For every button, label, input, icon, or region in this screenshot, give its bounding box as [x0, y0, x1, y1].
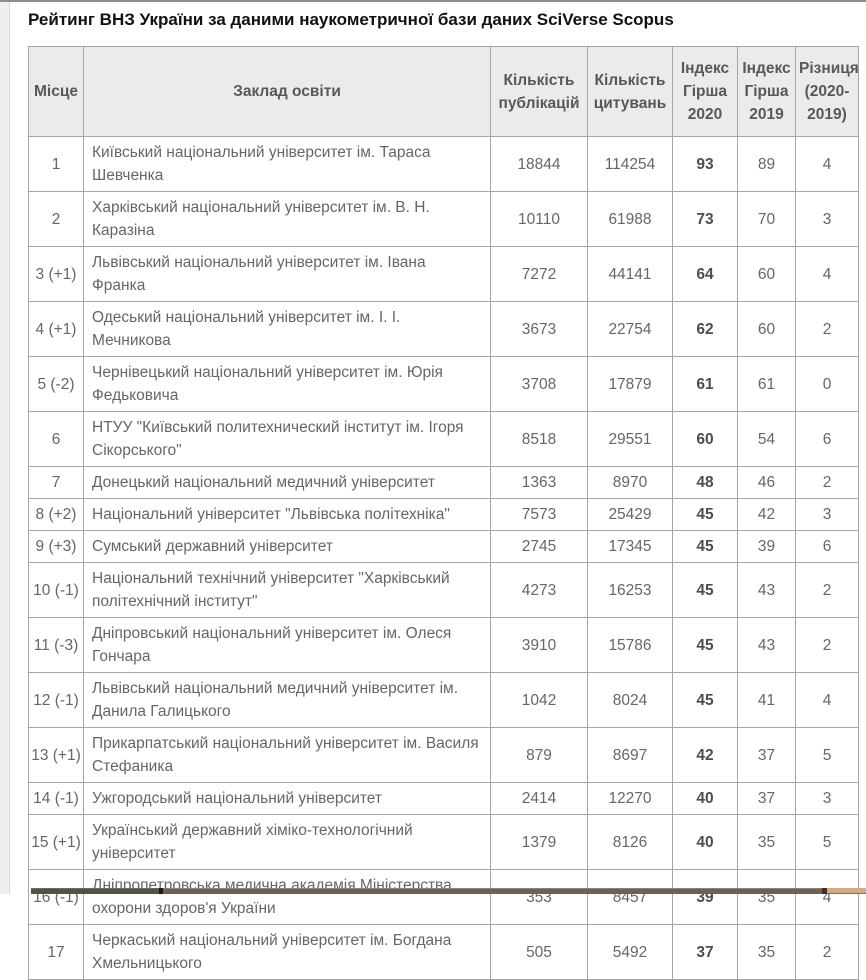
publications-cell: 1042	[491, 673, 588, 728]
hindex-2020-cell: 45	[673, 618, 738, 673]
citations-cell: 8024	[588, 673, 673, 728]
hindex-2020-cell: 40	[673, 815, 738, 870]
left-gutter-strip	[0, 2, 10, 894]
publications-cell: 8518	[491, 412, 588, 467]
institution-cell: НТУУ "Київський политехнический інститут ім. Ігоря Сікорського"	[84, 412, 491, 467]
table-row	[29, 815, 859, 870]
rank-cell: 9 (+3)	[29, 531, 84, 563]
publications-cell: 505	[491, 925, 588, 980]
publications-cell: 2414	[491, 783, 588, 815]
institution-cell: Дніпровський національний університет ім. Олеся Гончара	[84, 618, 491, 673]
rank-cell: 3 (+1)	[29, 247, 84, 302]
table-row	[29, 728, 859, 783]
column-header-difference: Різниця (2020-2019)	[796, 47, 859, 137]
table-body	[29, 137, 859, 980]
hindex-2019-cell: 37	[738, 728, 796, 783]
table-row	[29, 618, 859, 673]
difference-cell: 3	[796, 783, 859, 815]
hindex-2020-cell: 62	[673, 302, 738, 357]
hindex-2019-cell: 43	[738, 618, 796, 673]
citations-cell: 114254	[588, 137, 673, 192]
rank-cell: 2	[29, 192, 84, 247]
citations-cell: 17879	[588, 357, 673, 412]
difference-cell: 2	[796, 467, 859, 499]
citations-cell: 8457	[588, 870, 673, 925]
table-row	[29, 302, 859, 357]
hindex-2020-cell: 93	[673, 137, 738, 192]
institution-cell: Сумський державний університет	[84, 531, 491, 563]
rank-cell: 13 (+1)	[29, 728, 84, 783]
hindex-2019-cell: 35	[738, 870, 796, 925]
publications-cell: 3708	[491, 357, 588, 412]
hindex-2019-cell: 60	[738, 247, 796, 302]
institution-cell: Національний технічний університет "Харківський політехнічний інститут"	[84, 563, 491, 618]
hindex-2020-cell: 45	[673, 499, 738, 531]
table-row	[29, 499, 859, 531]
column-header-institution: Заклад освіти	[84, 47, 491, 137]
difference-cell: 6	[796, 412, 859, 467]
citations-cell: 25429	[588, 499, 673, 531]
table-row	[29, 563, 859, 618]
institution-cell: Ужгородський національний університет	[84, 783, 491, 815]
rank-cell: 7	[29, 467, 84, 499]
publications-cell: 4273	[491, 563, 588, 618]
citations-cell: 22754	[588, 302, 673, 357]
hindex-2020-cell: 61	[673, 357, 738, 412]
rank-cell: 4 (+1)	[29, 302, 84, 357]
publications-cell: 3910	[491, 618, 588, 673]
publications-cell: 1379	[491, 815, 588, 870]
hindex-2020-cell: 37	[673, 925, 738, 980]
page-content	[28, 2, 858, 980]
hindex-2020-cell: 42	[673, 728, 738, 783]
table-row	[29, 357, 859, 412]
hindex-2020-cell: 48	[673, 467, 738, 499]
difference-cell: 5	[796, 815, 859, 870]
institution-cell: Прикарпатський національний університет ім. Василя Стефаника	[84, 728, 491, 783]
university-rankings-table	[28, 46, 859, 980]
hindex-2020-cell: 45	[673, 673, 738, 728]
hindex-2019-cell: 54	[738, 412, 796, 467]
publications-cell: 2745	[491, 531, 588, 563]
citations-cell: 16253	[588, 563, 673, 618]
publications-cell: 879	[491, 728, 588, 783]
hindex-2019-cell: 35	[738, 815, 796, 870]
citations-cell: 61988	[588, 192, 673, 247]
citations-cell: 8970	[588, 467, 673, 499]
citations-cell: 44141	[588, 247, 673, 302]
hindex-2019-cell: 43	[738, 563, 796, 618]
hindex-2019-cell: 41	[738, 673, 796, 728]
hindex-2019-cell: 37	[738, 783, 796, 815]
table-row	[29, 467, 859, 499]
table-row	[29, 137, 859, 192]
institution-cell: Одеський національний університет ім. І. І. Мечникова	[84, 302, 491, 357]
table-row	[29, 531, 859, 563]
table-row	[29, 247, 859, 302]
hindex-2020-cell: 40	[673, 783, 738, 815]
publications-cell: 18844	[491, 137, 588, 192]
table-row	[29, 783, 859, 815]
hindex-2019-cell: 70	[738, 192, 796, 247]
difference-cell: 6	[796, 531, 859, 563]
rank-cell: 11 (-3)	[29, 618, 84, 673]
citations-cell: 15786	[588, 618, 673, 673]
institution-cell: Львівський національний університет ім. Івана Франка	[84, 247, 491, 302]
bottom-bar-segment-tan	[827, 888, 866, 894]
rank-cell: 6	[29, 412, 84, 467]
column-header-hindex-2019: Індекс Гірша 2019	[738, 47, 796, 137]
table-header-row	[29, 47, 859, 137]
rank-cell: 5 (-2)	[29, 357, 84, 412]
hindex-2020-cell: 45	[673, 563, 738, 618]
rank-cell: 12 (-1)	[29, 673, 84, 728]
difference-cell: 0	[796, 357, 859, 412]
citations-cell: 12270	[588, 783, 673, 815]
citations-cell: 5492	[588, 925, 673, 980]
difference-cell: 2	[796, 618, 859, 673]
column-header-rank: Місце	[29, 47, 84, 137]
hindex-2020-cell: 39	[673, 870, 738, 925]
rank-cell: 16 (-1)	[29, 870, 84, 925]
table-row	[29, 925, 859, 980]
institution-cell: Черкаський національний університет ім. Богдана Хмельницького	[84, 925, 491, 980]
citations-cell: 17345	[588, 531, 673, 563]
publications-cell: 7573	[491, 499, 588, 531]
difference-cell: 4	[796, 673, 859, 728]
hindex-2019-cell: 42	[738, 499, 796, 531]
difference-cell: 4	[796, 870, 859, 925]
table-header	[29, 47, 859, 137]
rank-cell: 8 (+2)	[29, 499, 84, 531]
rank-cell: 1	[29, 137, 84, 192]
bottom-bar-segment-dark	[31, 888, 159, 894]
hindex-2019-cell: 35	[738, 925, 796, 980]
next-element-partial-bar	[0, 888, 866, 894]
table-row	[29, 870, 859, 925]
table-row	[29, 412, 859, 467]
rank-cell: 14 (-1)	[29, 783, 84, 815]
difference-cell: 3	[796, 499, 859, 531]
citations-cell: 8126	[588, 815, 673, 870]
difference-cell: 4	[796, 137, 859, 192]
institution-cell: Чернівецький національний університет ім. Юрія Федьковича	[84, 357, 491, 412]
table-row	[29, 673, 859, 728]
hindex-2019-cell: 39	[738, 531, 796, 563]
difference-cell: 4	[796, 247, 859, 302]
rank-cell: 15 (+1)	[29, 815, 84, 870]
rank-cell: 17	[29, 925, 84, 980]
institution-cell: Донецький національний медичний університет	[84, 467, 491, 499]
institution-cell: Національний університет "Львівська політехніка"	[84, 499, 491, 531]
institution-cell: Дніпропетровська медична академія Міністерства охорони здоров'я України	[84, 870, 491, 925]
hindex-2020-cell: 73	[673, 192, 738, 247]
citations-cell: 8697	[588, 728, 673, 783]
publications-cell: 1363	[491, 467, 588, 499]
difference-cell: 3	[796, 192, 859, 247]
publications-cell: 353	[491, 870, 588, 925]
rank-cell: 10 (-1)	[29, 563, 84, 618]
publications-cell: 3673	[491, 302, 588, 357]
hindex-2019-cell: 89	[738, 137, 796, 192]
institution-cell: Львівський національний медичний університет ім. Данила Галицького	[84, 673, 491, 728]
institution-cell: Український державний хіміко-технологічний університет	[84, 815, 491, 870]
difference-cell: 2	[796, 563, 859, 618]
publications-cell: 10110	[491, 192, 588, 247]
column-header-citations: Кількість цитувань	[588, 47, 673, 137]
hindex-2020-cell: 60	[673, 412, 738, 467]
institution-cell: Київський національний університет ім. Тараса Шевченка	[84, 137, 491, 192]
table-row	[29, 192, 859, 247]
hindex-2020-cell: 45	[673, 531, 738, 563]
publications-cell: 7272	[491, 247, 588, 302]
bottom-bar-segment-brown	[163, 888, 822, 894]
hindex-2019-cell: 46	[738, 467, 796, 499]
hindex-2020-cell: 64	[673, 247, 738, 302]
citations-cell: 29551	[588, 412, 673, 467]
hindex-2019-cell: 61	[738, 357, 796, 412]
column-header-hindex-2020: Індекс Гірша 2020	[673, 47, 738, 137]
institution-cell: Харківський національний університет ім. В. Н. Каразіна	[84, 192, 491, 247]
column-header-publications: Кількість публікацій	[491, 47, 588, 137]
difference-cell: 2	[796, 925, 859, 980]
difference-cell: 2	[796, 302, 859, 357]
hindex-2019-cell: 60	[738, 302, 796, 357]
page-title: Рейтинг ВНЗ України за даними наукометричної бази даних SciVerse Scopus	[28, 9, 858, 31]
difference-cell: 5	[796, 728, 859, 783]
